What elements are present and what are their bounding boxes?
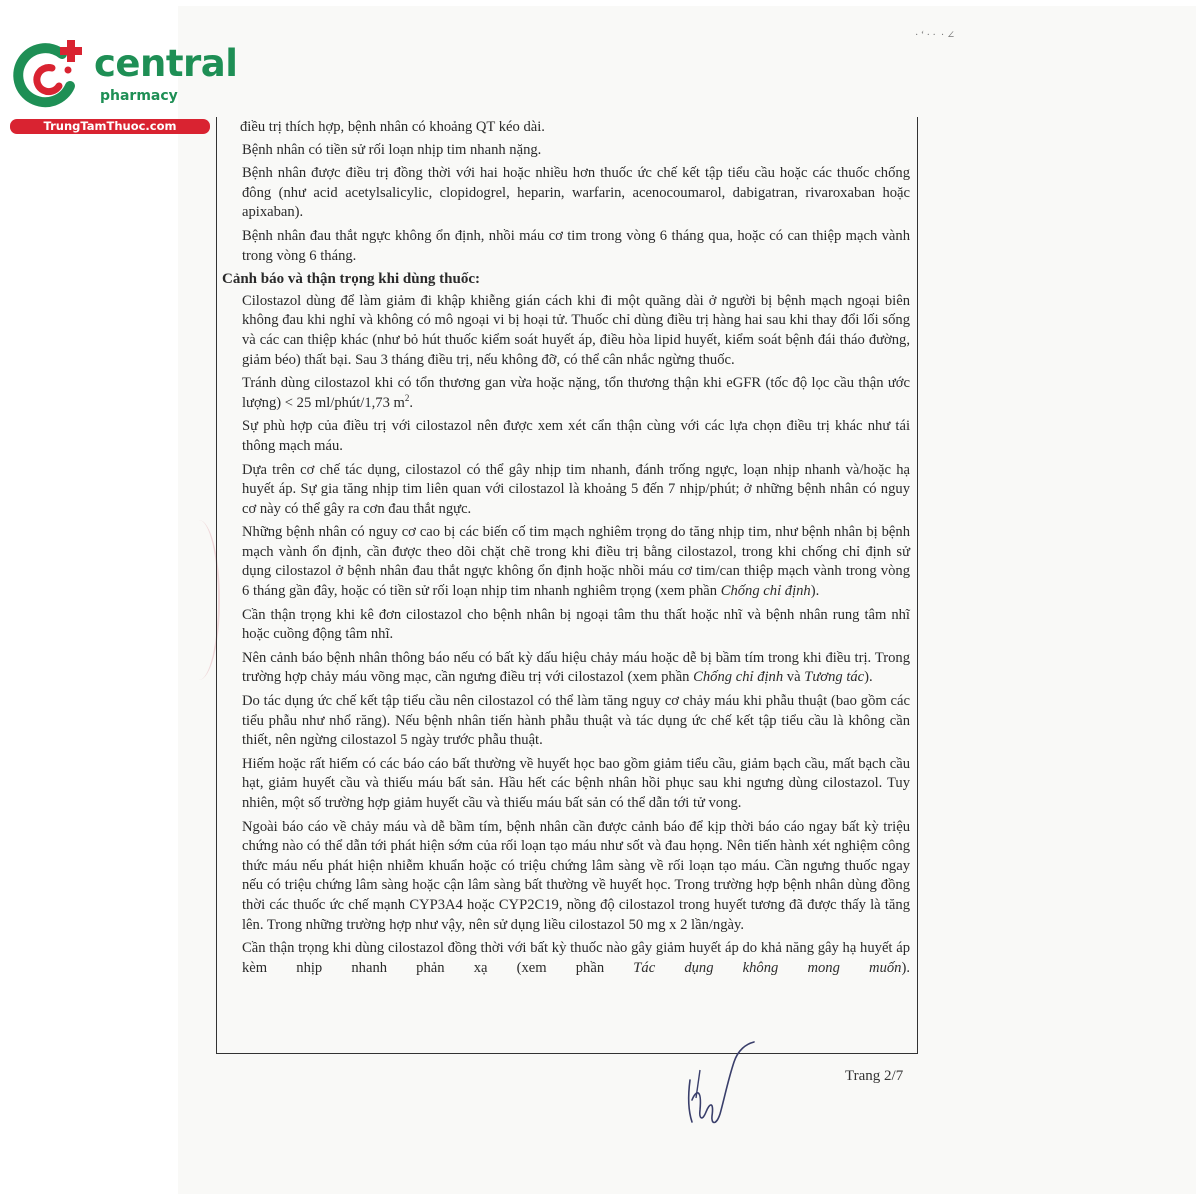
warning-paragraph bbox=[220, 374, 910, 413]
warning-paragraph bbox=[220, 939, 910, 978]
warning-text: Những bệnh nhân có nguy cơ cao bị các biến cố tim mạch nghiêm trọng do tăng nhịp tim, như bệnh nhân bị bệnh mạch vành ổn định, cần được theo dõi chặt chẽ trong khi điều trị bằng cilostazol, trong khi chống chỉ định sử dụng cilostazol ở bệnh nhân đau thắt ngực không ổn định hoặc nhồi máu cơ tim/can thiệp mạch vành trong vòng 6 tháng gần đây, hoặc có tiền sử rối loạn nhịp tim nhanh nghiêm trọng (xem phần bbox=[242, 524, 910, 600]
contraindication-item: Bệnh nhân được điều trị đồng thời với hai hoặc nhiều hơn thuốc ức chế kết tập tiểu cầu hoặc các thuốc chống đông (như acid acetylsalicylic, clopidogrel, heparin, warfarin, acenocoumarol, dabigatran, rivaroxaban hoặc apixaban). bbox=[242, 165, 910, 221]
superscript: 2 bbox=[404, 392, 410, 403]
warning-paragraph bbox=[220, 523, 910, 601]
warning-text: ). bbox=[810, 583, 820, 600]
document-body bbox=[220, 118, 910, 982]
warning-paragraph: Dựa trên cơ chế tác dụng, cilostazol có thể gây nhịp tim nhanh, đánh trống ngực, loạn nhịp nhanh và/hoặc hạ huyết áp. Sự gia tăng nhịp tim liên quan với cilostazol là khoảng 5 đến 7 nhịp/phút; ở những bệnh nhân có nguy cơ này có thể gây ra cơn đau thắt ngực. bbox=[242, 461, 910, 517]
warning-text: ). bbox=[901, 959, 910, 976]
contraindication-item: Bệnh nhân đau thắt ngực không ổn định, nhồi máu cơ tim trong vòng 6 tháng qua, hoặc có can thiệp mạch vành trong vòng 6 tháng. bbox=[242, 227, 910, 264]
warning-text: Nên cảnh báo bệnh nhân thông báo nếu có bất kỳ dấu hiệu chảy máu hoặc dễ bị bầm tím trong khi điều trị. Trong trường hợp chảy máu võng mạc, cần ngưng điều trị với cilostazol (xem phần bbox=[242, 649, 910, 686]
warning-text: . bbox=[409, 394, 414, 411]
page-number: Trang 2/7 bbox=[845, 1068, 904, 1084]
contraindication-item: Bệnh nhân có tiền sử rối loạn nhịp tim nhanh nặng. bbox=[242, 141, 542, 158]
scan-specks: · ʻ · · · ∠ bbox=[915, 30, 956, 41]
cross-reference: Tương tác bbox=[804, 669, 865, 686]
logo-website-banner: TrungTamThuoc.com bbox=[10, 119, 210, 134]
warning-paragraph: Do tác dụng ức chế kết tập tiểu cầu nên cilostazol có thể làm tăng nguy cơ chảy máu khi phẫu thuật (bao gồm các tiểu phẫu như nhổ răng). Nếu bệnh nhân tiến hành phẫu thuật và tác dụng ức chế kết tập tiểu cầu là không cần thiết, nên ngừng cilostazol 5 ngày trước phẫu thuật. bbox=[242, 693, 910, 749]
warning-paragraph: Sự phù hợp của điều trị với cilostazol nên được xem xét cẩn thận cùng với các lựa chọn điều trị khác như tái thông mạch máu. bbox=[242, 418, 910, 454]
warning-text: ). bbox=[864, 669, 873, 686]
warning-paragraph: Cilostazol dùng để làm giảm đi khập khiễng gián cách khi đi một quãng dài ở người bị bệnh mạch ngoại biên không đau khi nghỉ và không có mô ngoại vi bị hoại tử. Thuốc chỉ dùng điều trị hàng hai sau khi thay đổi lối sống và các can thiệp khác (như bỏ hút thuốc kiểm soát huyết áp, điều hòa lipid huyết, kiểm soát bệnh đái tháo đường, giảm béo) thất bại. Sau 3 tháng điều trị, nếu không đỡ, có thể cân nhắc ngừng thuốc. bbox=[242, 292, 910, 368]
intro-continuation: điều trị thích hợp, bệnh nhân có khoảng QT kéo dài. bbox=[240, 119, 545, 135]
cross-reference: Chống chỉ định bbox=[720, 583, 811, 600]
central-pharmacy-logo bbox=[10, 38, 238, 134]
logo-brand: central bbox=[94, 42, 238, 85]
warning-text: Cần thận trọng khi dùng cilostazol đồng thời với bất kỳ thuốc nào gây giảm huyết áp do khả năng gây hạ huyết áp kèm nhịp nhanh phản xạ (xem phần bbox=[242, 940, 910, 976]
stamp-edge bbox=[178, 520, 220, 680]
warning-text: và bbox=[783, 669, 805, 686]
logo-subtitle: pharmacy bbox=[100, 88, 178, 104]
cross-reference: Chống chỉ định bbox=[693, 669, 784, 686]
warning-paragraph bbox=[220, 649, 910, 688]
warning-paragraph: Ngoài báo cáo về chảy máu và dễ bầm tím, bệnh nhân cần được cảnh báo để kịp thời báo cáo ngay bất kỳ triệu chứng nào có thể dẫn tới phát hiện sớm của rối loạn tạo máu như sốt và đau họng. Nên tiến hành xét nghiệm công thức máu nếu phát hiện nhiễm khuẩn hoặc có triệu chứng lâm sàng về rối loạn tạo máu. Cần ngưng thuốc ngay nếu có triệu chứng lâm sàng hoặc cận lâm sàng bất thường về huyết học. Trong trường hợp bệnh nhân dùng đồng thời các thuốc ức chế mạnh CYP3A4 hoặc CYP2C19, nồng độ cilostazol trong huyết tương đã được thấy là tăng lên. Trong những trường hợp như vậy, nên sử dụng liều cilostazol 50 mg x 2 lần/ngày. bbox=[242, 818, 910, 933]
warning-text: Tránh dùng cilostazol khi có tổn thương gan vừa hoặc nặng, tổn thương thận khi eGFR (tốc độ lọc cầu thận ước lượng) < 25 ml/phút/1,73 m bbox=[242, 375, 910, 411]
handwritten-signature bbox=[676, 1040, 756, 1130]
pharmacy-cross-icon bbox=[10, 38, 92, 118]
cross-reference: Tác dụng không mong muốn bbox=[633, 959, 902, 976]
warning-paragraph: Hiếm hoặc rất hiếm có các báo cáo bất thường về huyết học bao gồm giảm tiểu cầu, giảm bạch cầu, mất bạch cầu hạt, giảm huyết cầu và thiếu máu bất sản. Hầu hết các bệnh nhân hồi phục sau khi ngưng dùng cilostazol. Tuy nhiên, một số trường hợp giảm huyết cầu và thiếu máu bất sản có thể dẫn tới tử vong. bbox=[242, 755, 910, 811]
warning-paragraph: Cần thận trọng khi kê đơn cilostazol cho bệnh nhân bị ngoại tâm thu thất hoặc nhĩ và bệnh nhân rung tâm nhĩ hoặc cuồng động tâm nhĩ. bbox=[242, 606, 910, 643]
section-heading-warnings: Cảnh báo và thận trọng khi dùng thuốc: bbox=[222, 271, 480, 288]
